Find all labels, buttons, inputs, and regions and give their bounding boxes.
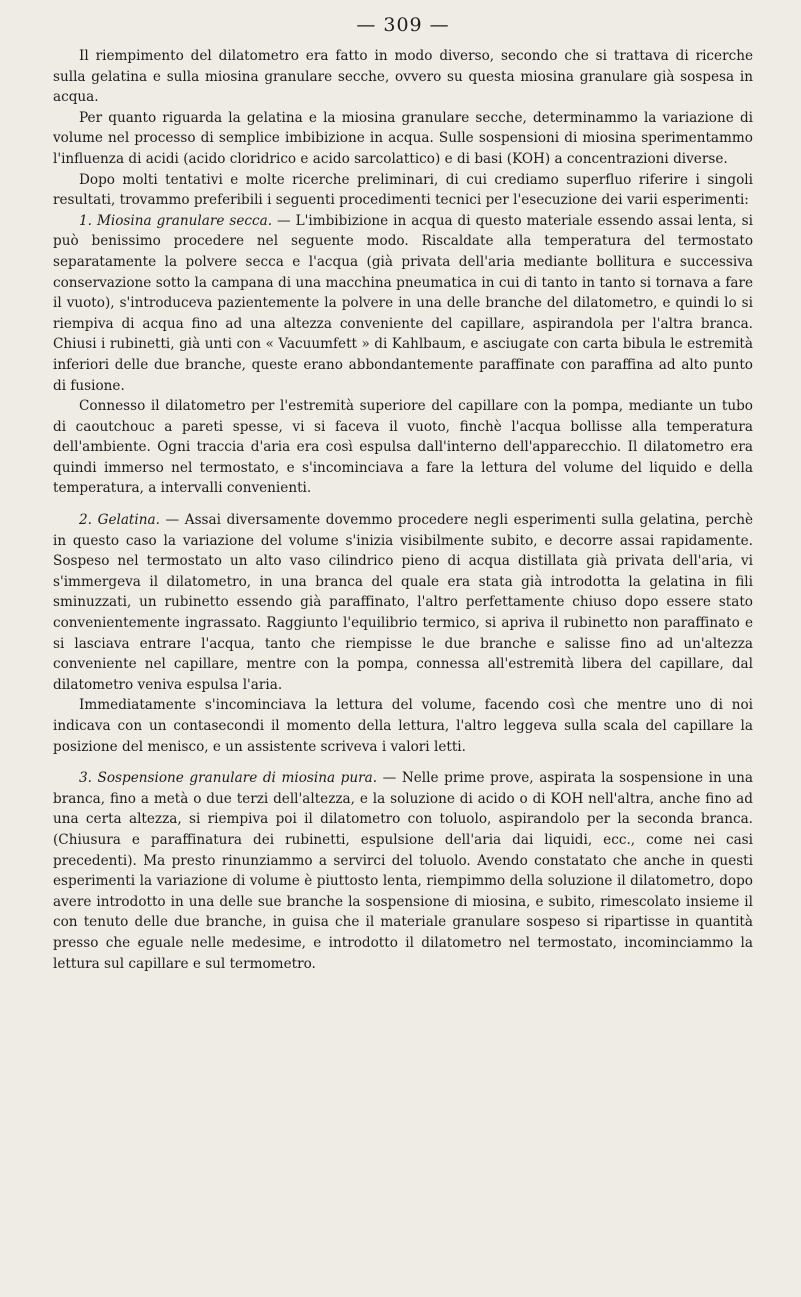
paragraph-text: — Assai diversamente dovemmo procedere negli esperimenti sulla gelatina, perchè in questo caso la variazione del volume s'inizia visibilmente subito, e decorre assai rapidamente. Sospeso nel termostato un alto vaso cilindrico pieno di acqua distillata già privata dell'aria, vi s'immergeva il dilatometro, in una branca del quale era stata già introdotta la gelatina in fili sminuzzati, un rubinetto essendo già paraffinato, l'altro perfettamente chiuso dopo essere stato convenientemente ingrassato. Raggiunto l'equilibrio termico, si apriva il rubinetto non paraffinato e si lasciava entrare l'acqua, tanto che riempisse le due branche e salisse fino ad un'altezza conveniente nel capillare, mentre con la pompa, connessa all'estremità libera del capillare, dal dilatometro veniva espulsa l'aria. [53,512,754,693]
paragraph-intro [53,46,753,108]
document-page [53,14,753,974]
page-number: — 309 — [356,14,450,36]
section-gelatina [53,510,753,695]
paragraph-text: Connesso il dilatometro per l'estremità superiore del capillare con la pompa, mediante un tubo di caoutchouc a pareti spesse, vi si faceva il vuoto, finchè l'acqua bollisse alla temperatura dell'ambiente. Ogni traccia d'aria era così espulsa dall'interno dell'apparecchio. Il dilatometro era quindi immerso nel termostato, e s'incominciava a fare la lettura del volume del liquido e della temperatura, a intervalli convenienti. [53,398,753,497]
paragraph-text: Il riempimento del dilatometro era fatto in modo diverso, secondo che si trattava di ricerche sulla gelatina e sulla miosina granulare secche, ovvero su questa miosina granulare già sospesa in acqua. [53,48,753,106]
section-heading: 3. Sospensione granulare di miosina pura. [79,770,378,787]
paragraph-procedures [53,170,753,211]
section-heading: 2. Gelatina. [79,512,160,529]
paragraph-text: Dopo molti tentativi e molte ricerche preliminari, di cui crediamo superfluo riferire i singoli resultati, trovammo preferibili i seguenti procedimenti tecnici per l'esecuzione dei varii esperimenti: [53,171,753,209]
section-heading: 1. Miosina granulare secca. [79,212,273,229]
paragraph-text: Immediatamente s'incominciava la lettura del volume, facendo così che mentre uno di noi indicava con un contasecondi il momento della lettura, l'altro leggeva sulla scala del capillare la posizione del menisco, e un assistente scriveva i valori letti. [53,697,753,755]
section-sospensione [53,768,753,974]
paragraph-variation [53,108,753,170]
paragraph-reading [53,695,753,757]
paragraph-vacuum [53,396,753,499]
section-miosina-secca [53,211,753,396]
paragraph-text: — Nelle prime prove, aspirata la sospensione in una branca, fino a metà o due terzi dell'altezza, e la soluzione di acido o di KOH nell'altra, anche fino ad una certa altezza, si riempiva poi il dilatometro con toluolo, aspirandolo per la seconda branca. (Chiusura e paraffinatura dei rubinetti, espulsione dell'aria dai liquidi, ecc., come nei casi precedenti). Ma presto rinunziammo a servirci del toluolo. Avendo constatato che anche in questi esperimenti la variazione di volume è piuttosto lenta, riempimmo della soluzione il dilatometro, dopo avere introdotto in una delle sue branche la sospensione di miosina, e subito, rimescolato insieme il con tenuto delle due branche, in guisa che il materiale granulare sospeso si ripartisse in quantità presso che eguale nelle medesime, e introdotto il dilatometro nel termostato, incominciammo la lettura sul capillare e sul termometro. [53,770,753,972]
paragraph-text: Per quanto riguarda la gelatina e la miosina granulare secche, determinammo la variazione di volume nel processo di semplice imbibizione in acqua. Sulle sospensioni di miosina sperimentammo l'influenza di acidi (acido cloridrico e acido sarcolattico) e di basi (KOH) a concentrazioni diverse. [53,109,753,167]
paragraph-text: — L'imbibizione in acqua di questo materiale essendo assai lenta, si può benissimo procedere nel seguente modo. Riscaldate alla temperatura del termostato separatamente la polvere secca e l'acqua (già privata dell'aria mediante bollitura e successiva conservazione sotto la campana di una macchina pneumatica in cui di tanto in tanto si tornava a fare il vuoto), s'introduceva pazientemente la polvere in una delle branche del dilatometro, e quindi lo si riempiva di acqua fino ad una altezza conveniente del capillare, aspirandola per l'altra branca. Chiusi i rubinetti, già unti con « Vacuumfett » di Kahlbaum, e asciugate con carta bibula le estremità inferiori delle due branche, queste erano abbondantemente paraffinate con paraffina ad alto punto di fusione. [53,212,753,394]
